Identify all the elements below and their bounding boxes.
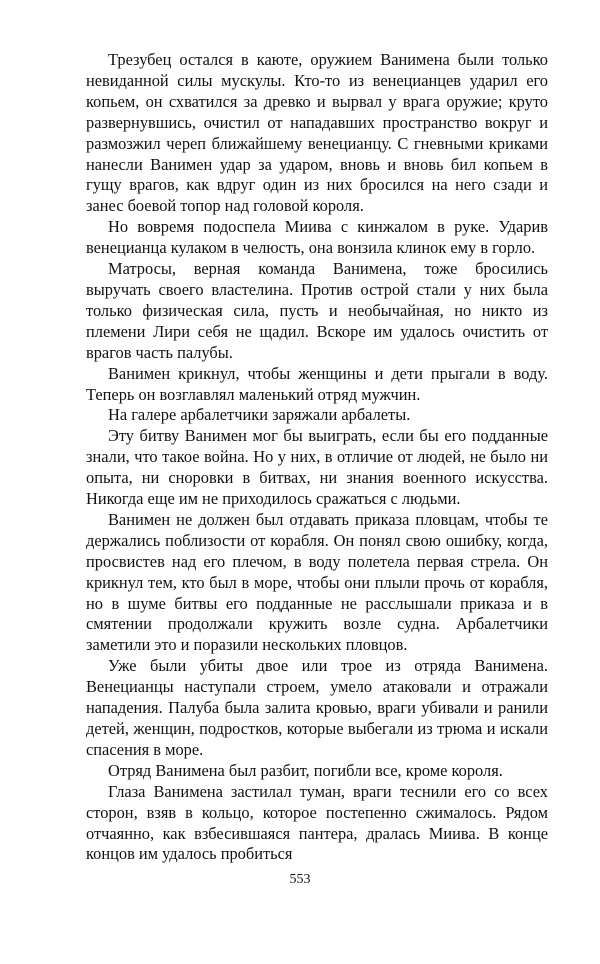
paragraph: Ванимен крикнул, чтобы женщины и дети прыгали в воду. Теперь он возглавлял маленький отряд мужчин.: [86, 363, 548, 404]
paragraph: Уже были убиты двое или трое из отряда Ванимена. Венецианцы наступали строем, умело атаковали и отражали нападения. Палуба была залита кровью, враги убивали и ранили детей, женщин, подростков, которые выбегали из трюма и искали спасения в море.: [86, 656, 548, 759]
page-number: 553: [289, 872, 311, 887]
paragraph: Отряд Ванимена был разбит, погибли все, кроме короля.: [108, 760, 503, 780]
page-text: [86, 50, 548, 865]
paragraph: Трезубец остался в каюте, оружием Ванимена были только невиданной силы мускулы. Кто-то из венецианцев ударил его копьем, он схватился за древко и вырвал у врага оружие; круто развернувшись, очистил от нападавших пространство вокруг и размозжил череп ближайшему венецианцу. С гневными криками нанесли Ванимен удар за ударом, вновь и вновь бил копьем в гущу врагов, как вдруг один из них бросился на него сзади и занес боевой топор над головой короля.: [86, 50, 548, 216]
paragraph: Матросы, верная команда Ванимена, тоже бросились выручать своего властелина. Против острой стали у них была только физическая сила, пусть и необычайная, но никто из племени Лири себя не щадил. Вскоре им удалось очистить от врагов часть палубы.: [86, 259, 548, 362]
paragraph: Глаза Ванимена застилал туман, враги теснили его со всех сторон, взяв в кольцо, которое постепенно сжималось. Рядом отчаянно, как взбесившаяся пантера, дралась Миива. В конце концов им удалось пробиться: [86, 781, 548, 864]
paragraph: Эту битву Ванимен мог бы выиграть, если бы его подданные знали, что такое война. Но у них, в отличие от людей, не было ни опыта, ни сноровки в битвах, ни знания военного искусства. Никогда еще им не приходилось сражаться с людьми.: [86, 426, 548, 509]
paragraph: Ванимен не должен был отдавать приказа пловцам, чтобы те держались поблизости от корабля. Он понял свою ошибку, когда, просвистев над его плечом, в воду полетела первая стрела. Он крикнул тем, кто был в море, чтобы они плыли прочь от корабля, но в шуме битвы его подданные не расслышали приказа и в смятении продолжали кружить возле судна. Арбалетчики заметили это и поразили нескольких пловцов.: [86, 509, 548, 655]
paragraph: Но вовремя подоспела Миива с кинжалом в руке. Ударив венецианца кулаком в челюсть, она вонзила клинок ему в горло.: [86, 217, 548, 258]
paragraph: На галере арбалетчики заряжали арбалеты.: [108, 405, 411, 425]
